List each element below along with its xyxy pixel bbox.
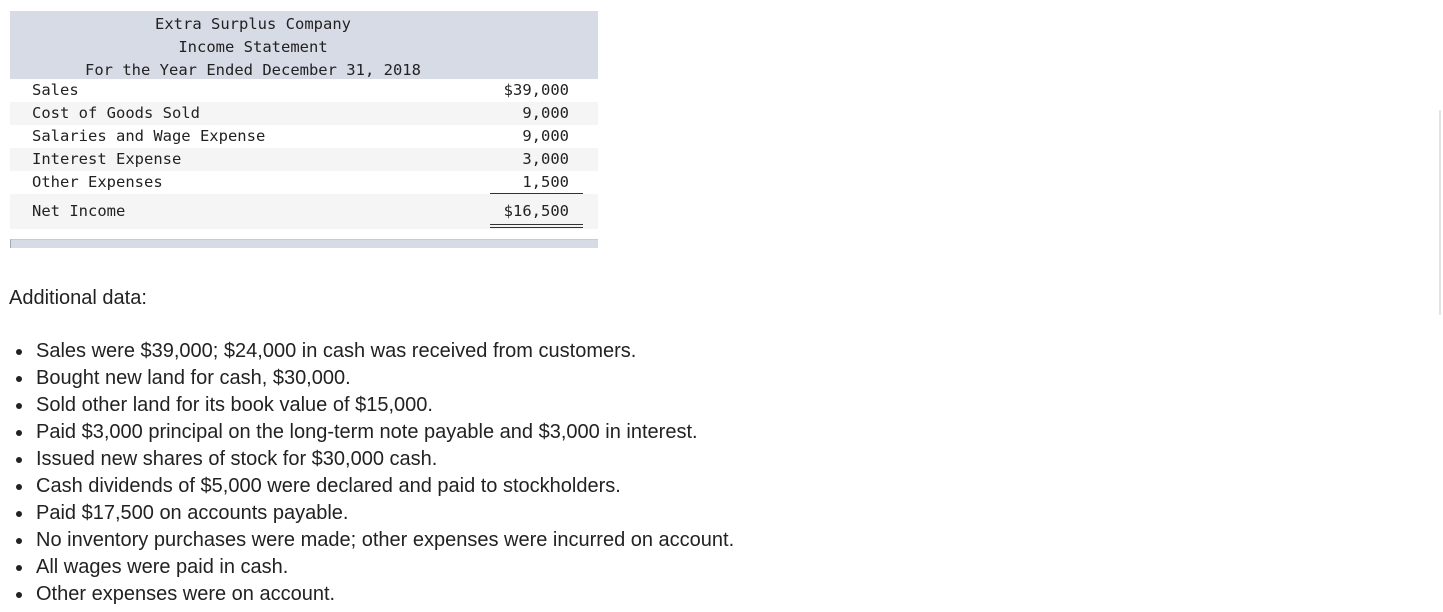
table-spacer bbox=[10, 229, 598, 239]
row-sales bbox=[10, 79, 598, 102]
row-cost-of-goods-sold bbox=[10, 102, 598, 125]
total-label: Net Income bbox=[32, 202, 126, 220]
row-other-expenses bbox=[10, 171, 598, 194]
list-item: Cash dividends of $5,000 were declared and paid to stockholders. bbox=[15, 473, 734, 500]
statement-title: Income Statement bbox=[178, 38, 328, 56]
list-item: Bought new land for cash, $30,000. bbox=[15, 365, 734, 392]
list-item: Paid $3,000 principal on the long-term note payable and $3,000 in interest. bbox=[15, 419, 734, 446]
row-label: Sales bbox=[32, 81, 79, 99]
row-salaries-wage-expense bbox=[10, 125, 598, 148]
table-footer-bar bbox=[10, 239, 598, 248]
row-net-income bbox=[10, 194, 598, 229]
list-item: Paid $17,500 on accounts payable. bbox=[15, 500, 734, 527]
list-item: Other expenses were on account. bbox=[15, 581, 734, 608]
list-item: All wages were paid in cash. bbox=[15, 554, 734, 581]
row-label: Other Expenses bbox=[32, 173, 163, 191]
row-interest-expense bbox=[10, 148, 598, 171]
additional-data-heading: Additional data: bbox=[9, 287, 147, 309]
row-label: Cost of Goods Sold bbox=[32, 104, 200, 122]
list-item: Issued new shares of stock for $30,000 cash. bbox=[15, 446, 734, 473]
row-amount: 1,500 bbox=[490, 171, 569, 194]
row-label: Salaries and Wage Expense bbox=[32, 127, 266, 145]
page-scrollbar[interactable] bbox=[1439, 110, 1441, 315]
company-name: Extra Surplus Company bbox=[155, 15, 351, 33]
row-amount: $39,000 bbox=[503, 81, 569, 99]
statement-header bbox=[10, 11, 598, 79]
row-amount: 9,000 bbox=[522, 104, 569, 122]
list-item: No inventory purchases were made; other expenses were incurred on account. bbox=[15, 527, 734, 554]
row-amount: 3,000 bbox=[522, 150, 569, 168]
row-label: Interest Expense bbox=[32, 150, 182, 168]
statement-period: For the Year Ended December 31, 2018 bbox=[85, 61, 421, 79]
list-item: Sales were $39,000; $24,000 in cash was received from customers. bbox=[15, 338, 734, 365]
row-amount: 9,000 bbox=[522, 127, 569, 145]
income-statement-table bbox=[10, 11, 598, 248]
additional-data-list bbox=[15, 338, 734, 608]
total-amount: $16,500 bbox=[490, 194, 569, 229]
list-item: Sold other land for its book value of $15,000. bbox=[15, 392, 734, 419]
